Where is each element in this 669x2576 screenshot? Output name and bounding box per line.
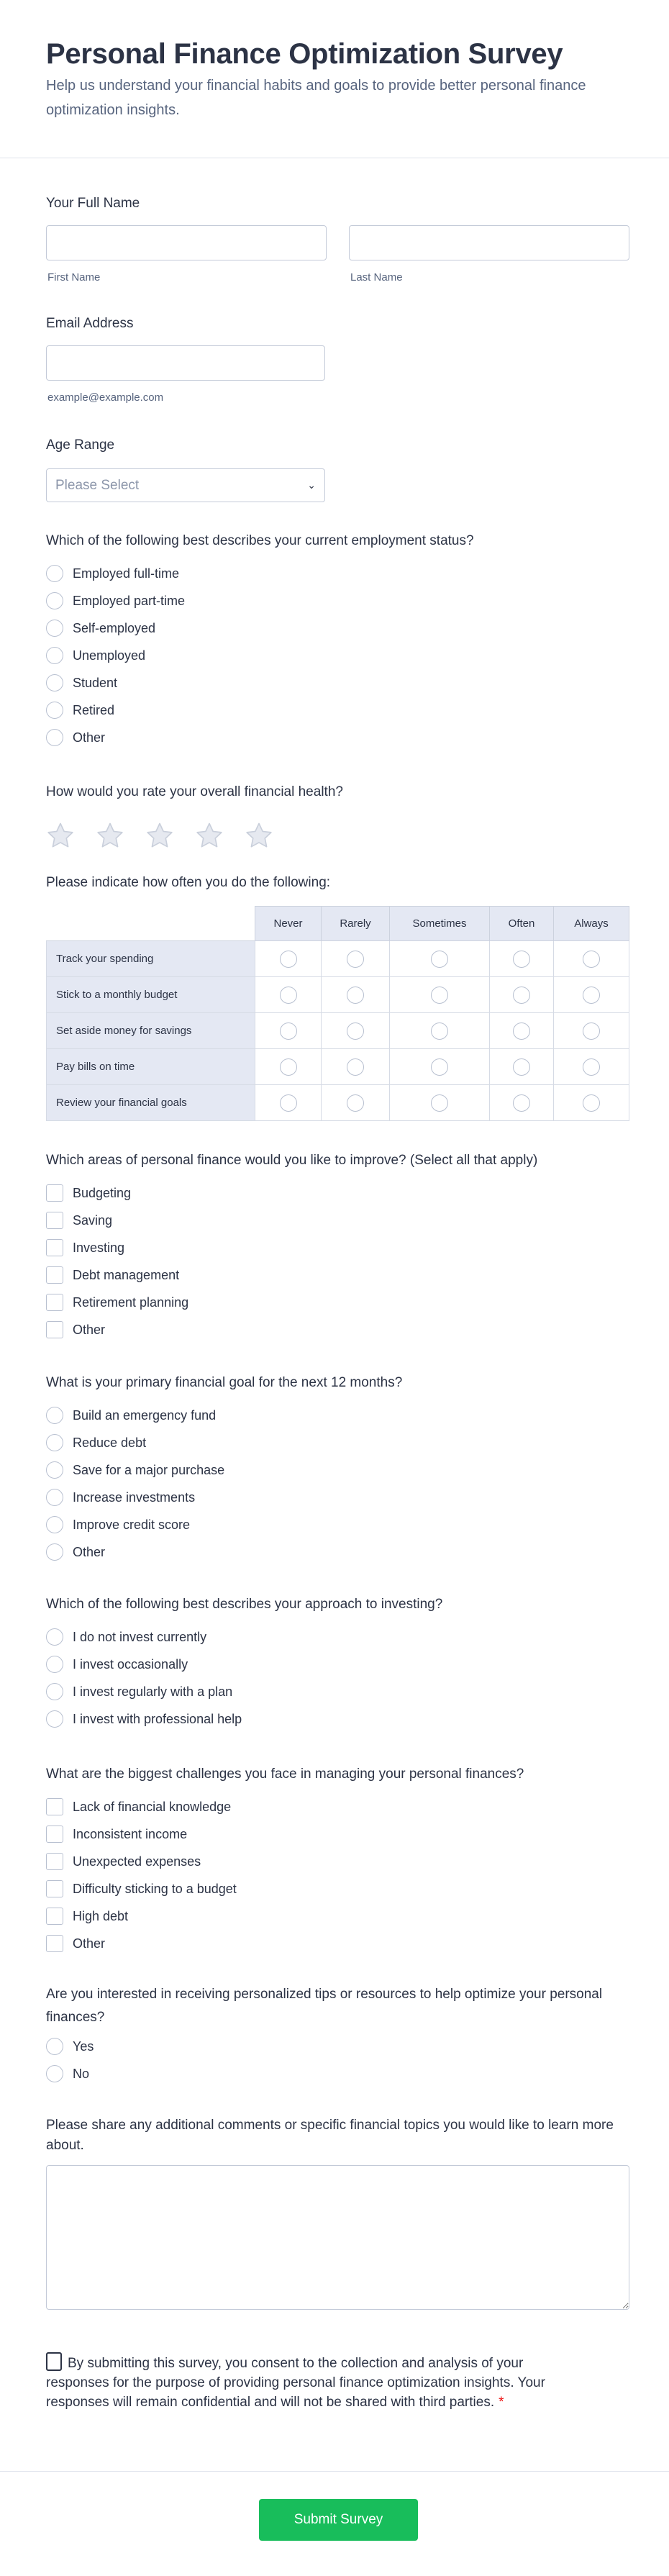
- email-sublabel: example@example.com: [47, 391, 164, 404]
- radio-button[interactable]: [46, 647, 63, 664]
- option-label: Student: [73, 675, 118, 690]
- matrix-cell[interactable]: [255, 1049, 322, 1085]
- age-select[interactable]: [46, 468, 325, 502]
- tips-question-label: Are you interested in receiving personalized tips or resources to help optimize your personal finances?: [46, 1987, 603, 2025]
- option-label: Increase investments: [73, 1489, 196, 1505]
- checkbox[interactable]: [46, 1826, 63, 1843]
- option-label: Investing: [73, 1240, 125, 1255]
- option-label: Lack of financial knowledge: [73, 1799, 232, 1814]
- radio-button[interactable]: [431, 951, 448, 968]
- option-label: Improve credit score: [73, 1517, 191, 1532]
- option-item[interactable]: [46, 1623, 629, 1651]
- option-label: Other: [73, 730, 106, 745]
- option-item[interactable]: [46, 1289, 629, 1316]
- matrix-cell[interactable]: [255, 1085, 322, 1121]
- option-item[interactable]: [46, 1207, 629, 1234]
- rating-question: [46, 784, 629, 849]
- age-select-placeholder: Please Select: [55, 478, 140, 493]
- challenges-question: [46, 1767, 629, 1957]
- matrix-cell[interactable]: [322, 1085, 390, 1121]
- matrix-column-header: Sometimes: [390, 907, 490, 941]
- goal-question-label: What is your primary financial goal for the next 12 months?: [46, 1375, 403, 1390]
- star-icon[interactable]: [96, 822, 124, 849]
- option-item[interactable]: [46, 1930, 629, 1957]
- option-label: Retired: [73, 702, 115, 717]
- matrix-cell[interactable]: [490, 1013, 554, 1049]
- matrix-cell[interactable]: [554, 1013, 629, 1049]
- radio-button[interactable]: [431, 1094, 448, 1112]
- radio-button[interactable]: [431, 987, 448, 1004]
- matrix-row-label: Pay bills on time: [47, 1049, 255, 1085]
- option-label: Unexpected expenses: [73, 1854, 201, 1869]
- radio-button[interactable]: [347, 1094, 364, 1112]
- option-item[interactable]: [46, 1678, 629, 1705]
- matrix-cell[interactable]: [322, 1049, 390, 1085]
- option-label: Budgeting: [73, 1185, 132, 1200]
- last-name-sublabel: Last Name: [350, 271, 403, 284]
- radio-button[interactable]: [46, 702, 63, 719]
- option-item[interactable]: [46, 1875, 629, 1902]
- radio-button[interactable]: [280, 951, 297, 968]
- matrix-cell[interactable]: [554, 1085, 629, 1121]
- option-label: Yes: [73, 2038, 94, 2054]
- matrix-cell[interactable]: [255, 977, 322, 1013]
- option-item[interactable]: [46, 724, 629, 751]
- goal-question: [46, 1375, 629, 1566]
- radio-button[interactable]: [46, 565, 63, 582]
- matrix-cell[interactable]: [554, 1049, 629, 1085]
- radio-button[interactable]: [583, 987, 600, 1004]
- option-item[interactable]: [46, 1456, 629, 1484]
- option-label: Save for a major purchase: [73, 1462, 225, 1477]
- matrix-cell[interactable]: [255, 941, 322, 977]
- option-item[interactable]: [46, 1234, 629, 1261]
- option-label: I invest regularly with a plan: [73, 1684, 233, 1699]
- option-item[interactable]: [46, 1820, 629, 1848]
- option-item[interactable]: [46, 1429, 629, 1456]
- checkbox[interactable]: [46, 1935, 63, 1952]
- radio-button[interactable]: [46, 1656, 63, 1673]
- star-rating: [46, 822, 629, 849]
- option-label: Other: [73, 1544, 106, 1559]
- challenges-question-label: What are the biggest challenges you face in managing your personal finances?: [46, 1767, 524, 1782]
- matrix-cell[interactable]: [490, 1049, 554, 1085]
- radio-button[interactable]: [46, 729, 63, 746]
- matrix-column-header: Never: [255, 907, 322, 941]
- matrix-row-label: Stick to a monthly budget: [47, 977, 255, 1013]
- matrix-cell[interactable]: [490, 977, 554, 1013]
- matrix-column-header: Rarely: [322, 907, 390, 941]
- option-label: Inconsistent income: [73, 1826, 188, 1841]
- option-label: Other: [73, 1322, 106, 1337]
- investing-question-label: Which of the following best describes your approach to investing?: [46, 1597, 443, 1612]
- matrix-row-label: Review your financial goals: [47, 1085, 255, 1121]
- matrix-question-label: Please indicate how often you do the following:: [46, 875, 331, 890]
- checkbox[interactable]: [46, 1908, 63, 1925]
- radio-button[interactable]: [46, 1628, 63, 1646]
- option-label: Employed part-time: [73, 593, 186, 608]
- option-item[interactable]: [46, 1484, 629, 1511]
- option-item[interactable]: [46, 2033, 607, 2060]
- star-icon[interactable]: [245, 822, 273, 849]
- age-label: Age Range: [46, 437, 115, 453]
- chevron-down-icon: ⌄: [307, 479, 316, 491]
- matrix-cell[interactable]: [390, 1085, 490, 1121]
- radio-button[interactable]: [280, 987, 297, 1004]
- radio-button[interactable]: [46, 1543, 63, 1561]
- matrix-cell[interactable]: [390, 941, 490, 977]
- matrix-cell[interactable]: [322, 977, 390, 1013]
- option-item[interactable]: [46, 1651, 629, 1678]
- email-input[interactable]: [46, 345, 325, 381]
- consent-text: By submitting this survey, you consent to the collection and analysis of your responses for the purpose of providing personal finance optimization insights. Your responses will remain confidential and will not be shared with third parties.: [46, 2356, 545, 2410]
- radio-button[interactable]: [46, 1407, 63, 1424]
- radio-button[interactable]: [46, 1683, 63, 1700]
- radio-button[interactable]: [347, 1058, 364, 1076]
- option-label: Reduce debt: [73, 1435, 147, 1450]
- radio-button[interactable]: [513, 1022, 530, 1040]
- option-label: Saving: [73, 1212, 113, 1228]
- radio-button[interactable]: [46, 1489, 63, 1506]
- radio-button[interactable]: [46, 2065, 63, 2082]
- radio-button[interactable]: [46, 1434, 63, 1451]
- comments-textarea[interactable]: [46, 2165, 629, 2310]
- email-label: Email Address: [46, 316, 134, 331]
- radio-button[interactable]: [347, 951, 364, 968]
- matrix-row: [47, 941, 629, 977]
- radio-button[interactable]: [46, 620, 63, 637]
- option-item[interactable]: [46, 1848, 629, 1875]
- radio-button[interactable]: [347, 987, 364, 1004]
- last-name-input[interactable]: [349, 225, 629, 260]
- option-item[interactable]: [46, 669, 629, 697]
- matrix-header-row: [47, 907, 629, 941]
- radio-button[interactable]: [431, 1022, 448, 1040]
- checkbox[interactable]: [46, 1266, 63, 1284]
- matrix-cell[interactable]: [554, 941, 629, 977]
- required-asterisk: *: [499, 2395, 504, 2410]
- radio-button[interactable]: [513, 1058, 530, 1076]
- option-item[interactable]: [46, 1261, 629, 1289]
- radio-button[interactable]: [583, 1058, 600, 1076]
- radio-button[interactable]: [46, 674, 63, 691]
- employment-question-label: Which of the following best describes your current employment status?: [46, 533, 474, 548]
- matrix-cell[interactable]: [390, 1049, 490, 1085]
- full-name-label: Your Full Name: [46, 196, 140, 211]
- radio-button[interactable]: [347, 1022, 364, 1040]
- checkbox[interactable]: [46, 1880, 63, 1897]
- areas-question-label: Which areas of personal finance would you like to improve? (Select all that apply): [46, 1153, 538, 1168]
- radio-button[interactable]: [513, 951, 530, 968]
- matrix-cell[interactable]: [322, 1013, 390, 1049]
- option-item[interactable]: [46, 560, 629, 587]
- option-item[interactable]: [46, 1793, 629, 1820]
- checkbox[interactable]: [46, 1184, 63, 1202]
- option-item[interactable]: [46, 1511, 629, 1538]
- matrix-cell[interactable]: [490, 941, 554, 977]
- matrix-row: [47, 1085, 629, 1121]
- matrix-column-header: Always: [554, 907, 629, 941]
- frequency-matrix: [46, 906, 629, 1121]
- star-icon[interactable]: [195, 822, 224, 849]
- employment-question: [46, 533, 629, 751]
- option-item[interactable]: [46, 614, 629, 642]
- matrix-row-label: Set aside money for savings: [47, 1013, 255, 1049]
- checkbox[interactable]: [46, 1212, 63, 1229]
- areas-question: [46, 1153, 629, 1343]
- star-icon[interactable]: [46, 822, 75, 849]
- option-label: Debt management: [73, 1267, 180, 1282]
- radio-button[interactable]: [46, 1710, 63, 1728]
- comments-question: [46, 2115, 622, 2156]
- option-item[interactable]: [46, 1902, 629, 1930]
- consent-checkbox[interactable]: [46, 2352, 62, 2371]
- option-item[interactable]: [46, 1538, 629, 1566]
- star-icon[interactable]: [145, 822, 174, 849]
- option-label: Self-employed: [73, 620, 156, 635]
- tips-question: [46, 1983, 607, 2087]
- option-item[interactable]: [46, 1179, 629, 1207]
- radio-button[interactable]: [583, 951, 600, 968]
- comments-question-label: Please share any additional comments or specific financial topics you would like to learn more about.: [46, 2118, 614, 2153]
- option-label: Build an emergency fund: [73, 1407, 217, 1423]
- first-name-sublabel: First Name: [47, 271, 101, 284]
- checkbox[interactable]: [46, 1853, 63, 1870]
- radio-button[interactable]: [46, 592, 63, 609]
- option-label: I do not invest currently: [73, 1629, 207, 1644]
- option-item[interactable]: [46, 587, 629, 614]
- radio-button[interactable]: [280, 1022, 297, 1040]
- option-label: I invest occasionally: [73, 1656, 188, 1672]
- radio-button[interactable]: [583, 1022, 600, 1040]
- matrix-cell[interactable]: [390, 977, 490, 1013]
- radio-button[interactable]: [513, 1094, 530, 1112]
- footer-divider: [0, 2471, 669, 2472]
- matrix-row: [47, 1049, 629, 1085]
- radio-button[interactable]: [46, 1461, 63, 1479]
- matrix-row: [47, 1013, 629, 1049]
- option-label: Difficulty sticking to a budget: [73, 1881, 237, 1896]
- consent-field: [46, 2352, 564, 2412]
- radio-button[interactable]: [583, 1094, 600, 1112]
- matrix-cell[interactable]: [554, 977, 629, 1013]
- option-label: Employed full-time: [73, 566, 180, 581]
- matrix-cell[interactable]: [490, 1085, 554, 1121]
- checkbox[interactable]: [46, 1294, 63, 1311]
- option-label: I invest with professional help: [73, 1711, 242, 1726]
- matrix-row-label: Track your spending: [47, 941, 255, 977]
- matrix-cell[interactable]: [390, 1013, 490, 1049]
- first-name-input[interactable]: [46, 225, 327, 260]
- checkbox[interactable]: [46, 1321, 63, 1338]
- radio-button[interactable]: [513, 987, 530, 1004]
- matrix-corner: [47, 907, 255, 941]
- option-label: Other: [73, 1936, 106, 1951]
- matrix-row: [47, 977, 629, 1013]
- matrix-column-header: Often: [490, 907, 554, 941]
- option-item[interactable]: [46, 2060, 607, 2087]
- option-item[interactable]: [46, 1705, 629, 1733]
- option-label: High debt: [73, 1908, 129, 1923]
- option-item[interactable]: [46, 697, 629, 724]
- radio-button[interactable]: [431, 1058, 448, 1076]
- radio-button[interactable]: [280, 1094, 297, 1112]
- radio-button[interactable]: [280, 1058, 297, 1076]
- checkbox[interactable]: [46, 1239, 63, 1256]
- option-label: Retirement planning: [73, 1294, 189, 1310]
- option-item[interactable]: [46, 642, 629, 669]
- page-subtitle: Help us understand your financial habits and goals to provide better personal finance optimization insights.: [46, 78, 586, 118]
- option-item[interactable]: [46, 1316, 629, 1343]
- matrix-cell[interactable]: [255, 1013, 322, 1049]
- radio-button[interactable]: [46, 1516, 63, 1533]
- investing-question: [46, 1597, 629, 1733]
- option-label: Unemployed: [73, 648, 146, 663]
- matrix-cell[interactable]: [322, 941, 390, 977]
- radio-button[interactable]: [46, 2038, 63, 2055]
- submit-survey-button[interactable]: Submit Survey: [259, 2499, 418, 2541]
- page-title: Personal Finance Optimization Survey: [46, 38, 563, 70]
- rating-question-label: How would you rate your overall financial health?: [46, 784, 343, 799]
- checkbox[interactable]: [46, 1798, 63, 1815]
- option-label: No: [73, 2066, 90, 2081]
- option-item[interactable]: [46, 1402, 629, 1429]
